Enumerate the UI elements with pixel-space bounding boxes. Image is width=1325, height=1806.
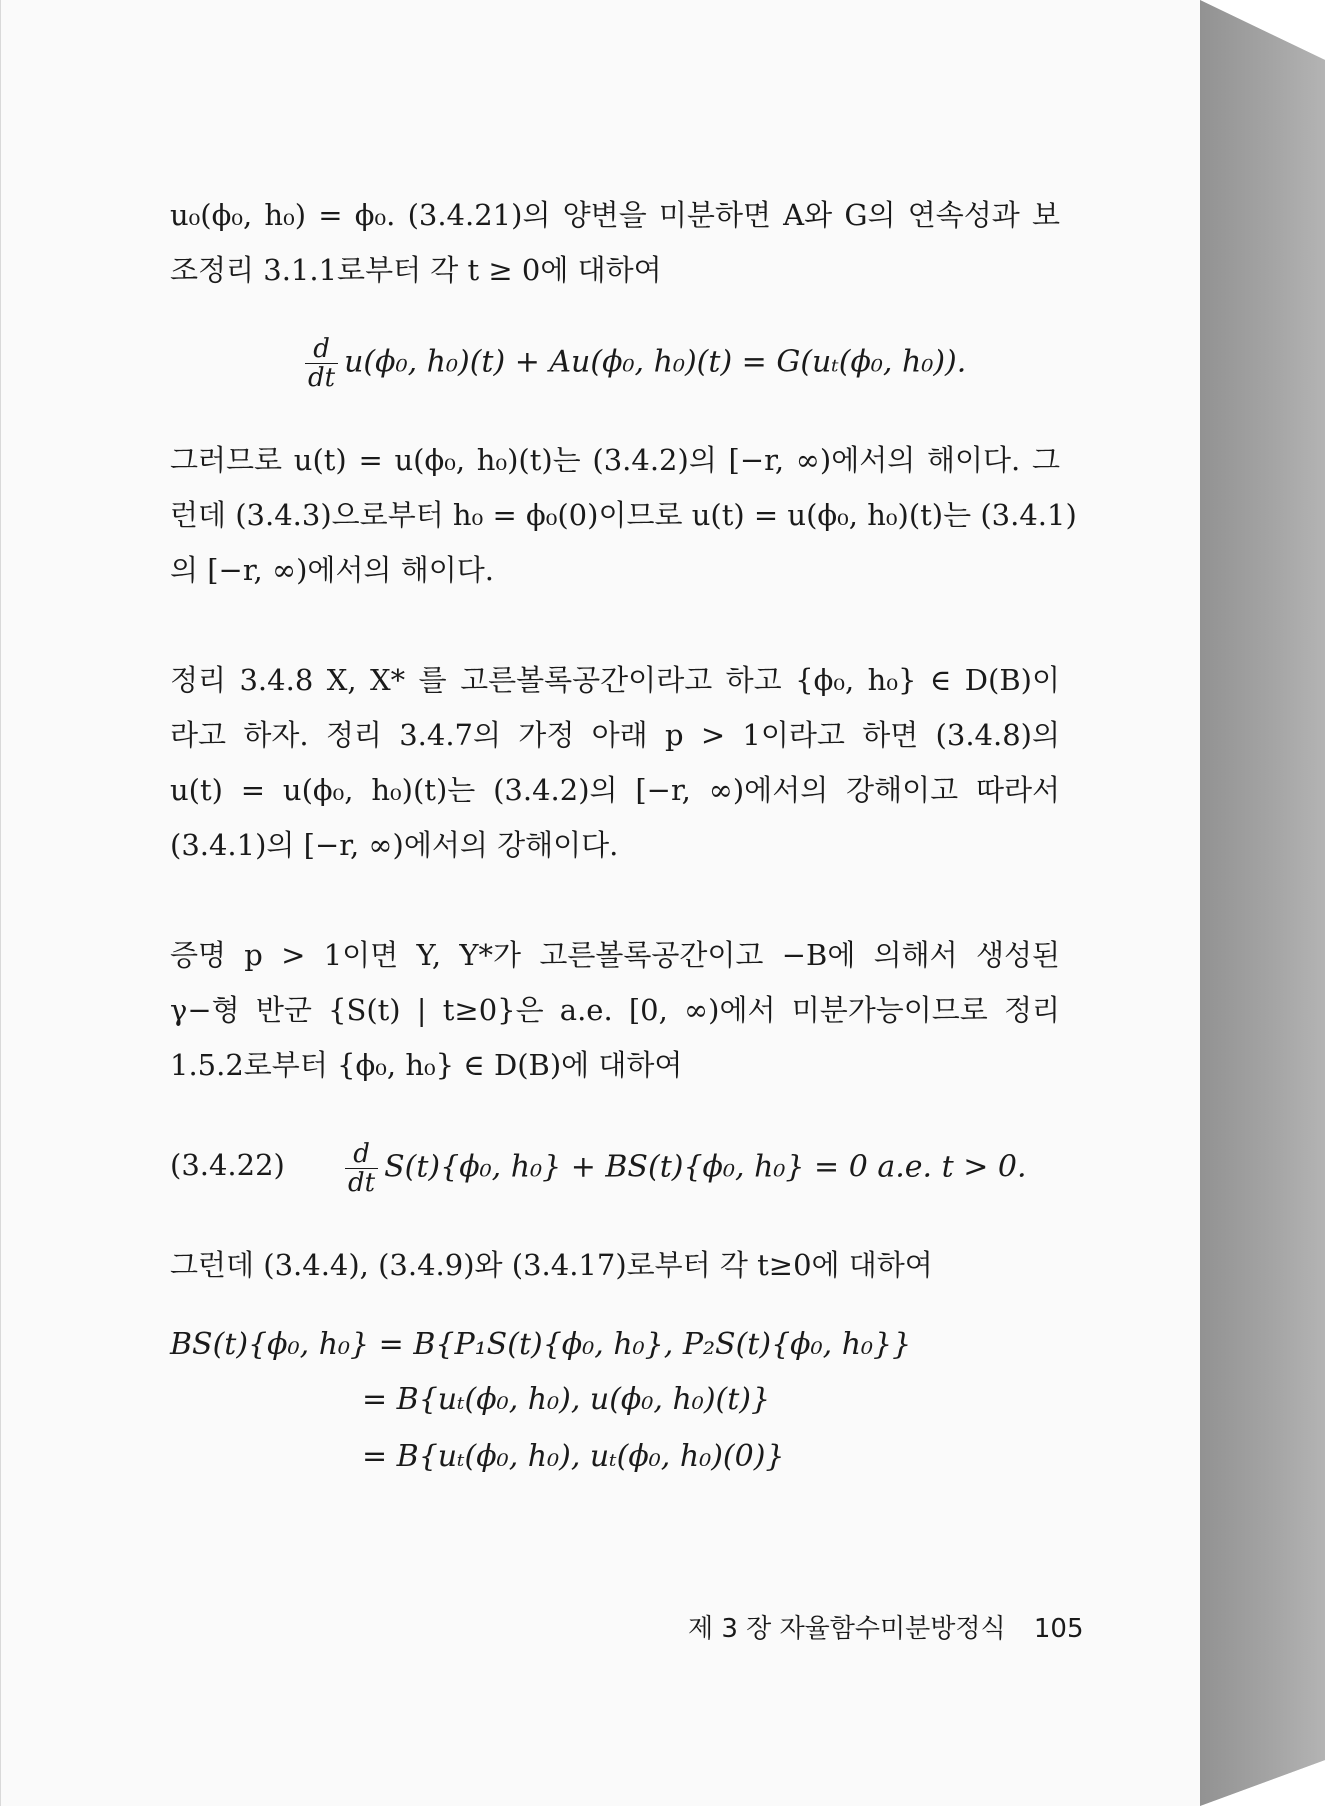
text-line-5: 의 [−r, ∞)에서의 해이다. [170, 553, 494, 587]
equation-3-line-3: = B{uₜ(ϕ₀, h₀), uₜ(ϕ₀, h₀)(0)} [362, 1439, 785, 1474]
text-line-2: 조정리 3.1.1로부터 각 t ≥ 0에 대하여 [170, 253, 662, 287]
text-line-4: 런데 (3.4.3)으로부터 h₀ = ϕ₀(0)이므로 u(t) = u(ϕ₀, h₀)(t)는 (3.4.1) [170, 498, 1077, 532]
proof-line-1: 증명 p > 1이면 Y, Y*가 고른볼록공간이고 −B에 의해서 생성된 [170, 938, 1060, 972]
text-line-3: 그러므로 u(t) = u(ϕ₀, h₀)(t)는 (3.4.2)의 [−r, ∞)에서의 해이다. 그 [170, 443, 1060, 477]
page-footer [688, 1612, 1084, 1646]
equation-label-3-4-22: (3.4.22) [170, 1148, 285, 1182]
equation-3-line-2: = B{uₜ(ϕ₀, h₀), u(ϕ₀, h₀)(t)} [362, 1382, 771, 1417]
book-edge-shade [1200, 0, 1325, 1806]
derivative-fraction: $\frac{d}{dt}$ [305, 335, 338, 392]
text-line-13: 그런데 (3.4.4), (3.4.9)와 (3.4.17)로부터 각 t≥0에 대하여 [170, 1248, 933, 1282]
proof-line-2: γ−형 반군 {S(t) | t≥0}은 a.e. [0, ∞)에서 미분가능이므로 정리 [170, 993, 1060, 1027]
theorem-line-4: (3.4.1)의 [−r, ∞)에서의 강해이다. [170, 828, 619, 862]
proof-line-3: 1.5.2로부터 {ϕ₀, h₀} ∈ D(B)에 대하여 [170, 1048, 683, 1082]
page-number: 105 [1033, 1614, 1084, 1644]
theorem-line-2: 라고 하자. 정리 3.4.7의 가정 아래 p > 1이라고 하면 (3.4.8)의 [170, 718, 1060, 752]
text-line-1: u₀(ϕ₀, h₀) = ϕ₀. (3.4.21)의 양변을 미분하면 A와 G의 연속성과 보 [170, 198, 1060, 232]
equation-2 [345, 1140, 1027, 1197]
chapter-title: 제 3 장 자율함수미분방정식 [688, 1614, 1006, 1644]
theorem-line-1: 정리 3.4.8 X, X* 를 고른볼록공간이라고 하고 {ϕ₀, h₀} ∈ D(B)이 [170, 663, 1060, 697]
equation-3-line-1: BS(t){ϕ₀, h₀} = B{P₁S(t){ϕ₀, h₀}, P₂S(t){ϕ₀, h₀}} [170, 1327, 912, 1362]
equation-2-body: S(t){ϕ₀, h₀} + BS(t){ϕ₀, h₀} = 0 a.e. t > 0. [384, 1149, 1027, 1185]
equation-1 [305, 335, 966, 392]
equation-1-body: u(ϕ₀, h₀)(t) + Au(ϕ₀, h₀)(t) = G(uₜ(ϕ₀, h₀)). [344, 344, 967, 380]
theorem-line-3: u(t) = u(ϕ₀, h₀)(t)는 (3.4.2)의 [−r, ∞)에서의 강해이고 따라서 [170, 773, 1060, 807]
derivative-fraction: $\frac{d}{dt}$ [345, 1140, 378, 1197]
